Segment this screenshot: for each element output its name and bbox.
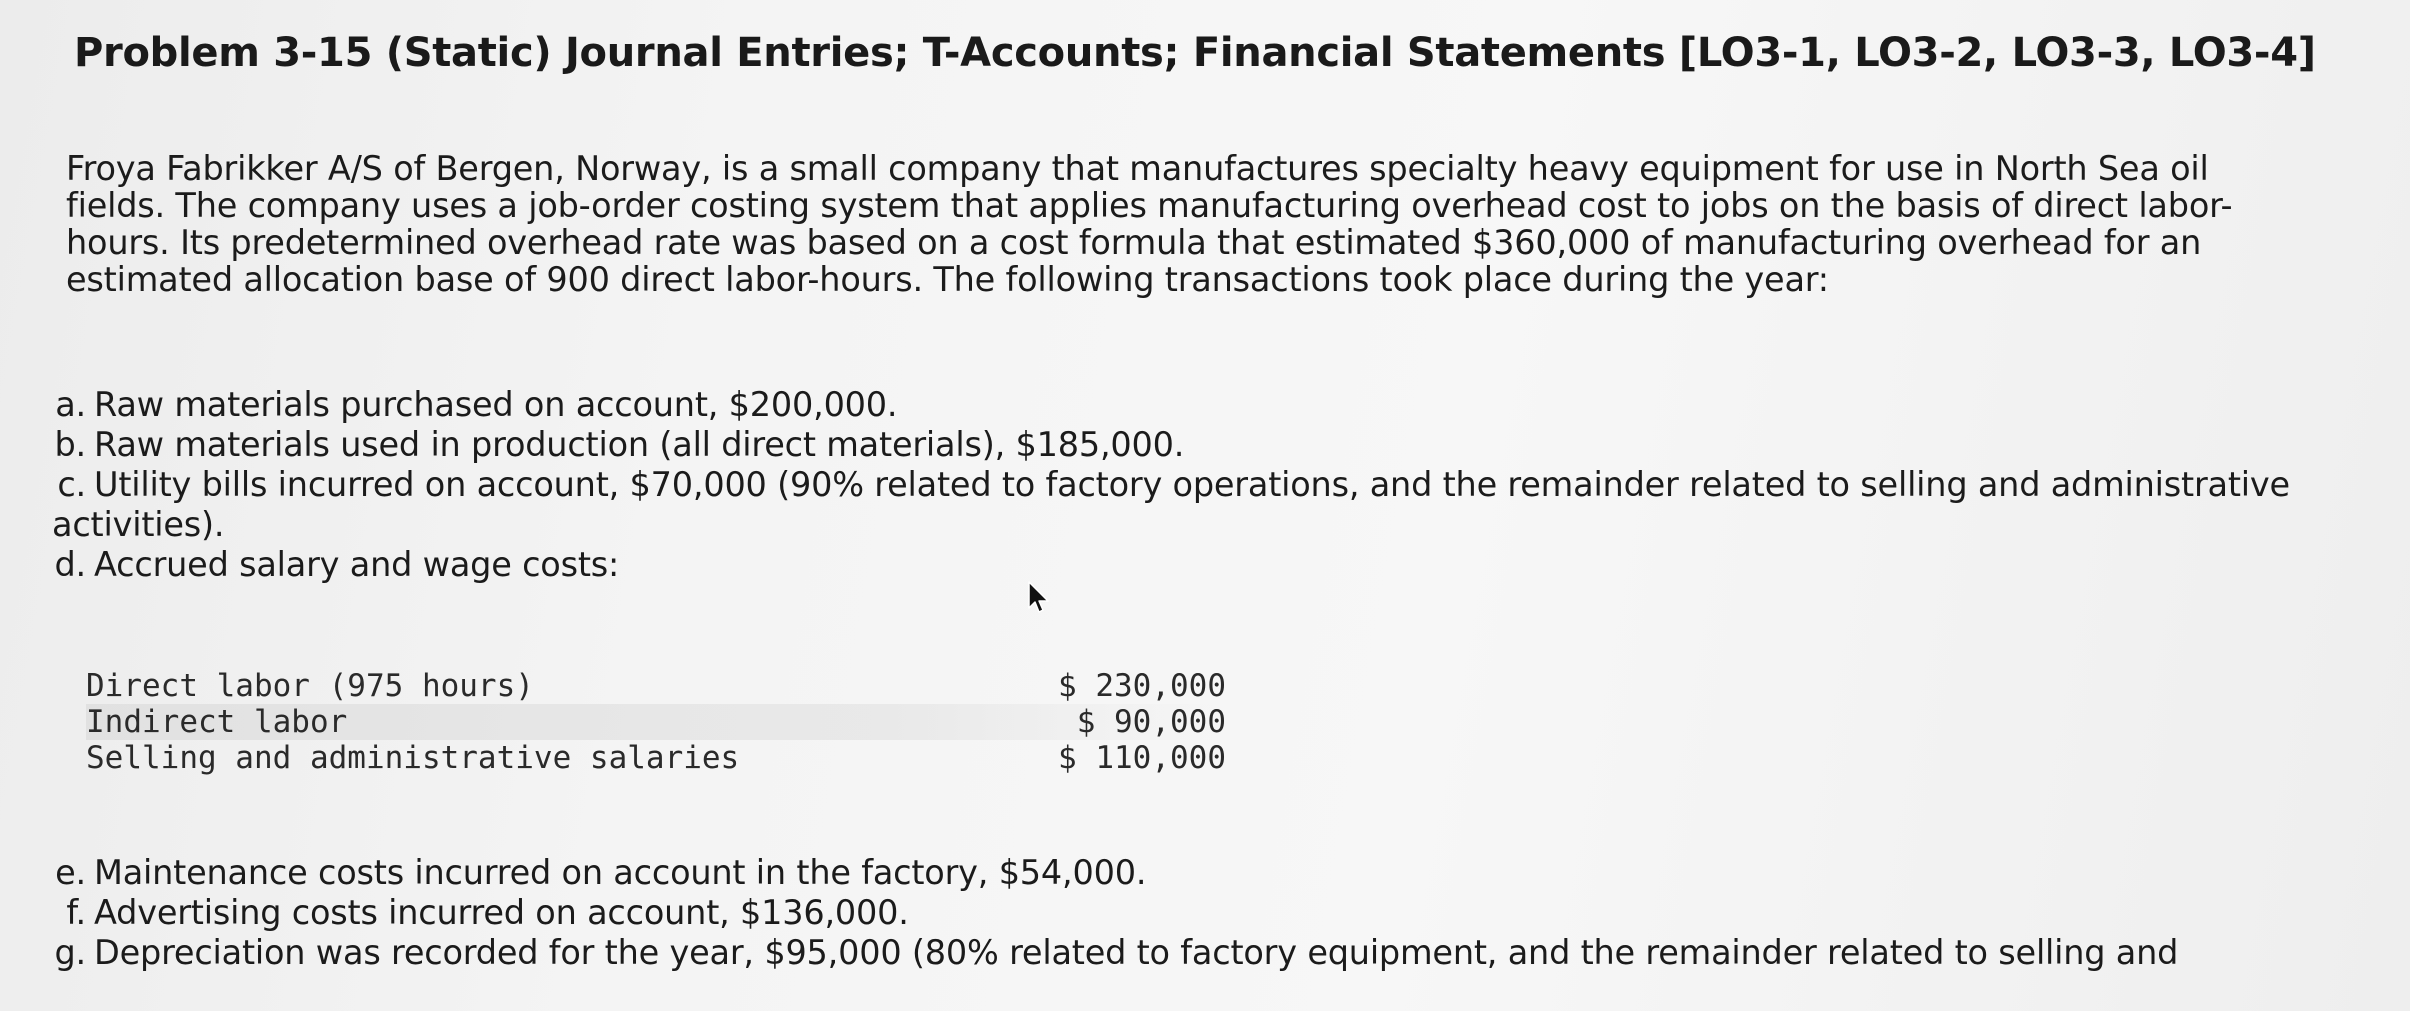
cost-amount: $ 230,000 xyxy=(1058,668,1226,704)
transaction-item-f xyxy=(52,893,2178,933)
transaction-item-g xyxy=(52,933,2178,973)
intro-line: fields. The company uses a job-order costing system that applies manufacturing overhead cost to jobs on the basis of direct labor- xyxy=(66,186,2233,225)
table-row xyxy=(86,704,1226,740)
intro-line: estimated allocation base of 900 direct labor-hours. The following transactions took place during the year: xyxy=(66,260,1829,299)
item-continuation: activities). xyxy=(52,505,225,544)
transaction-item-b xyxy=(52,425,2290,465)
mouse-pointer-icon xyxy=(1026,580,1054,616)
item-marker: g. xyxy=(54,933,86,972)
intro-line: hours. Its predetermined overhead rate was based on a cost formula that estimated $360,000 of manufacturing overhead for an xyxy=(66,223,2202,262)
salary-wage-table xyxy=(86,668,1226,776)
item-marker: d. xyxy=(54,545,86,584)
item-text: Utility bills incurred on account, $70,000 (90% related to factory operations, and the remainder related to selling and administrative xyxy=(94,465,2290,504)
item-marker: a. xyxy=(55,385,86,424)
transaction-item-a xyxy=(52,385,2290,425)
intro-line: Froya Fabrikker A/S of Bergen, Norway, is a small company that manufactures specialty heavy equipment for use in North Sea oil xyxy=(66,149,2209,188)
problem-intro xyxy=(66,149,2233,299)
item-text: Raw materials used in production (all direct materials), $185,000. xyxy=(94,425,1185,464)
transaction-list-bottom xyxy=(52,853,2178,973)
transaction-item-d xyxy=(52,545,2290,585)
cost-amount: $ 90,000 xyxy=(1076,704,1226,740)
problem-title: Problem 3-15 (Static) Journal Entries; T-Accounts; Financial Statements [LO3-1, LO3-2, LO3-3, LO3-4] xyxy=(74,30,2316,76)
transaction-item-e xyxy=(52,853,2178,893)
item-marker: f. xyxy=(66,893,86,932)
table-row xyxy=(86,668,1226,704)
table-row xyxy=(86,740,1226,776)
item-text: Advertising costs incurred on account, $136,000. xyxy=(94,893,909,932)
cost-label: Selling and administrative salaries xyxy=(86,740,740,776)
transaction-item-c xyxy=(52,465,2290,545)
item-text: Accrued salary and wage costs: xyxy=(94,545,620,584)
transaction-list-top xyxy=(52,385,2290,585)
item-text: Raw materials purchased on account, $200,000. xyxy=(94,385,898,424)
item-marker: b. xyxy=(54,425,86,464)
cost-amount: $ 110,000 xyxy=(1058,740,1226,776)
item-marker: e. xyxy=(55,853,86,892)
cost-label: Direct labor (975 hours) xyxy=(86,668,534,704)
item-text: Depreciation was recorded for the year, $95,000 (80% related to factory equipment, and the remainder related to selling and xyxy=(94,933,2179,972)
cost-label: Indirect labor xyxy=(86,704,348,740)
item-text: Maintenance costs incurred on account in the factory, $54,000. xyxy=(94,853,1147,892)
item-marker: c. xyxy=(57,465,86,504)
